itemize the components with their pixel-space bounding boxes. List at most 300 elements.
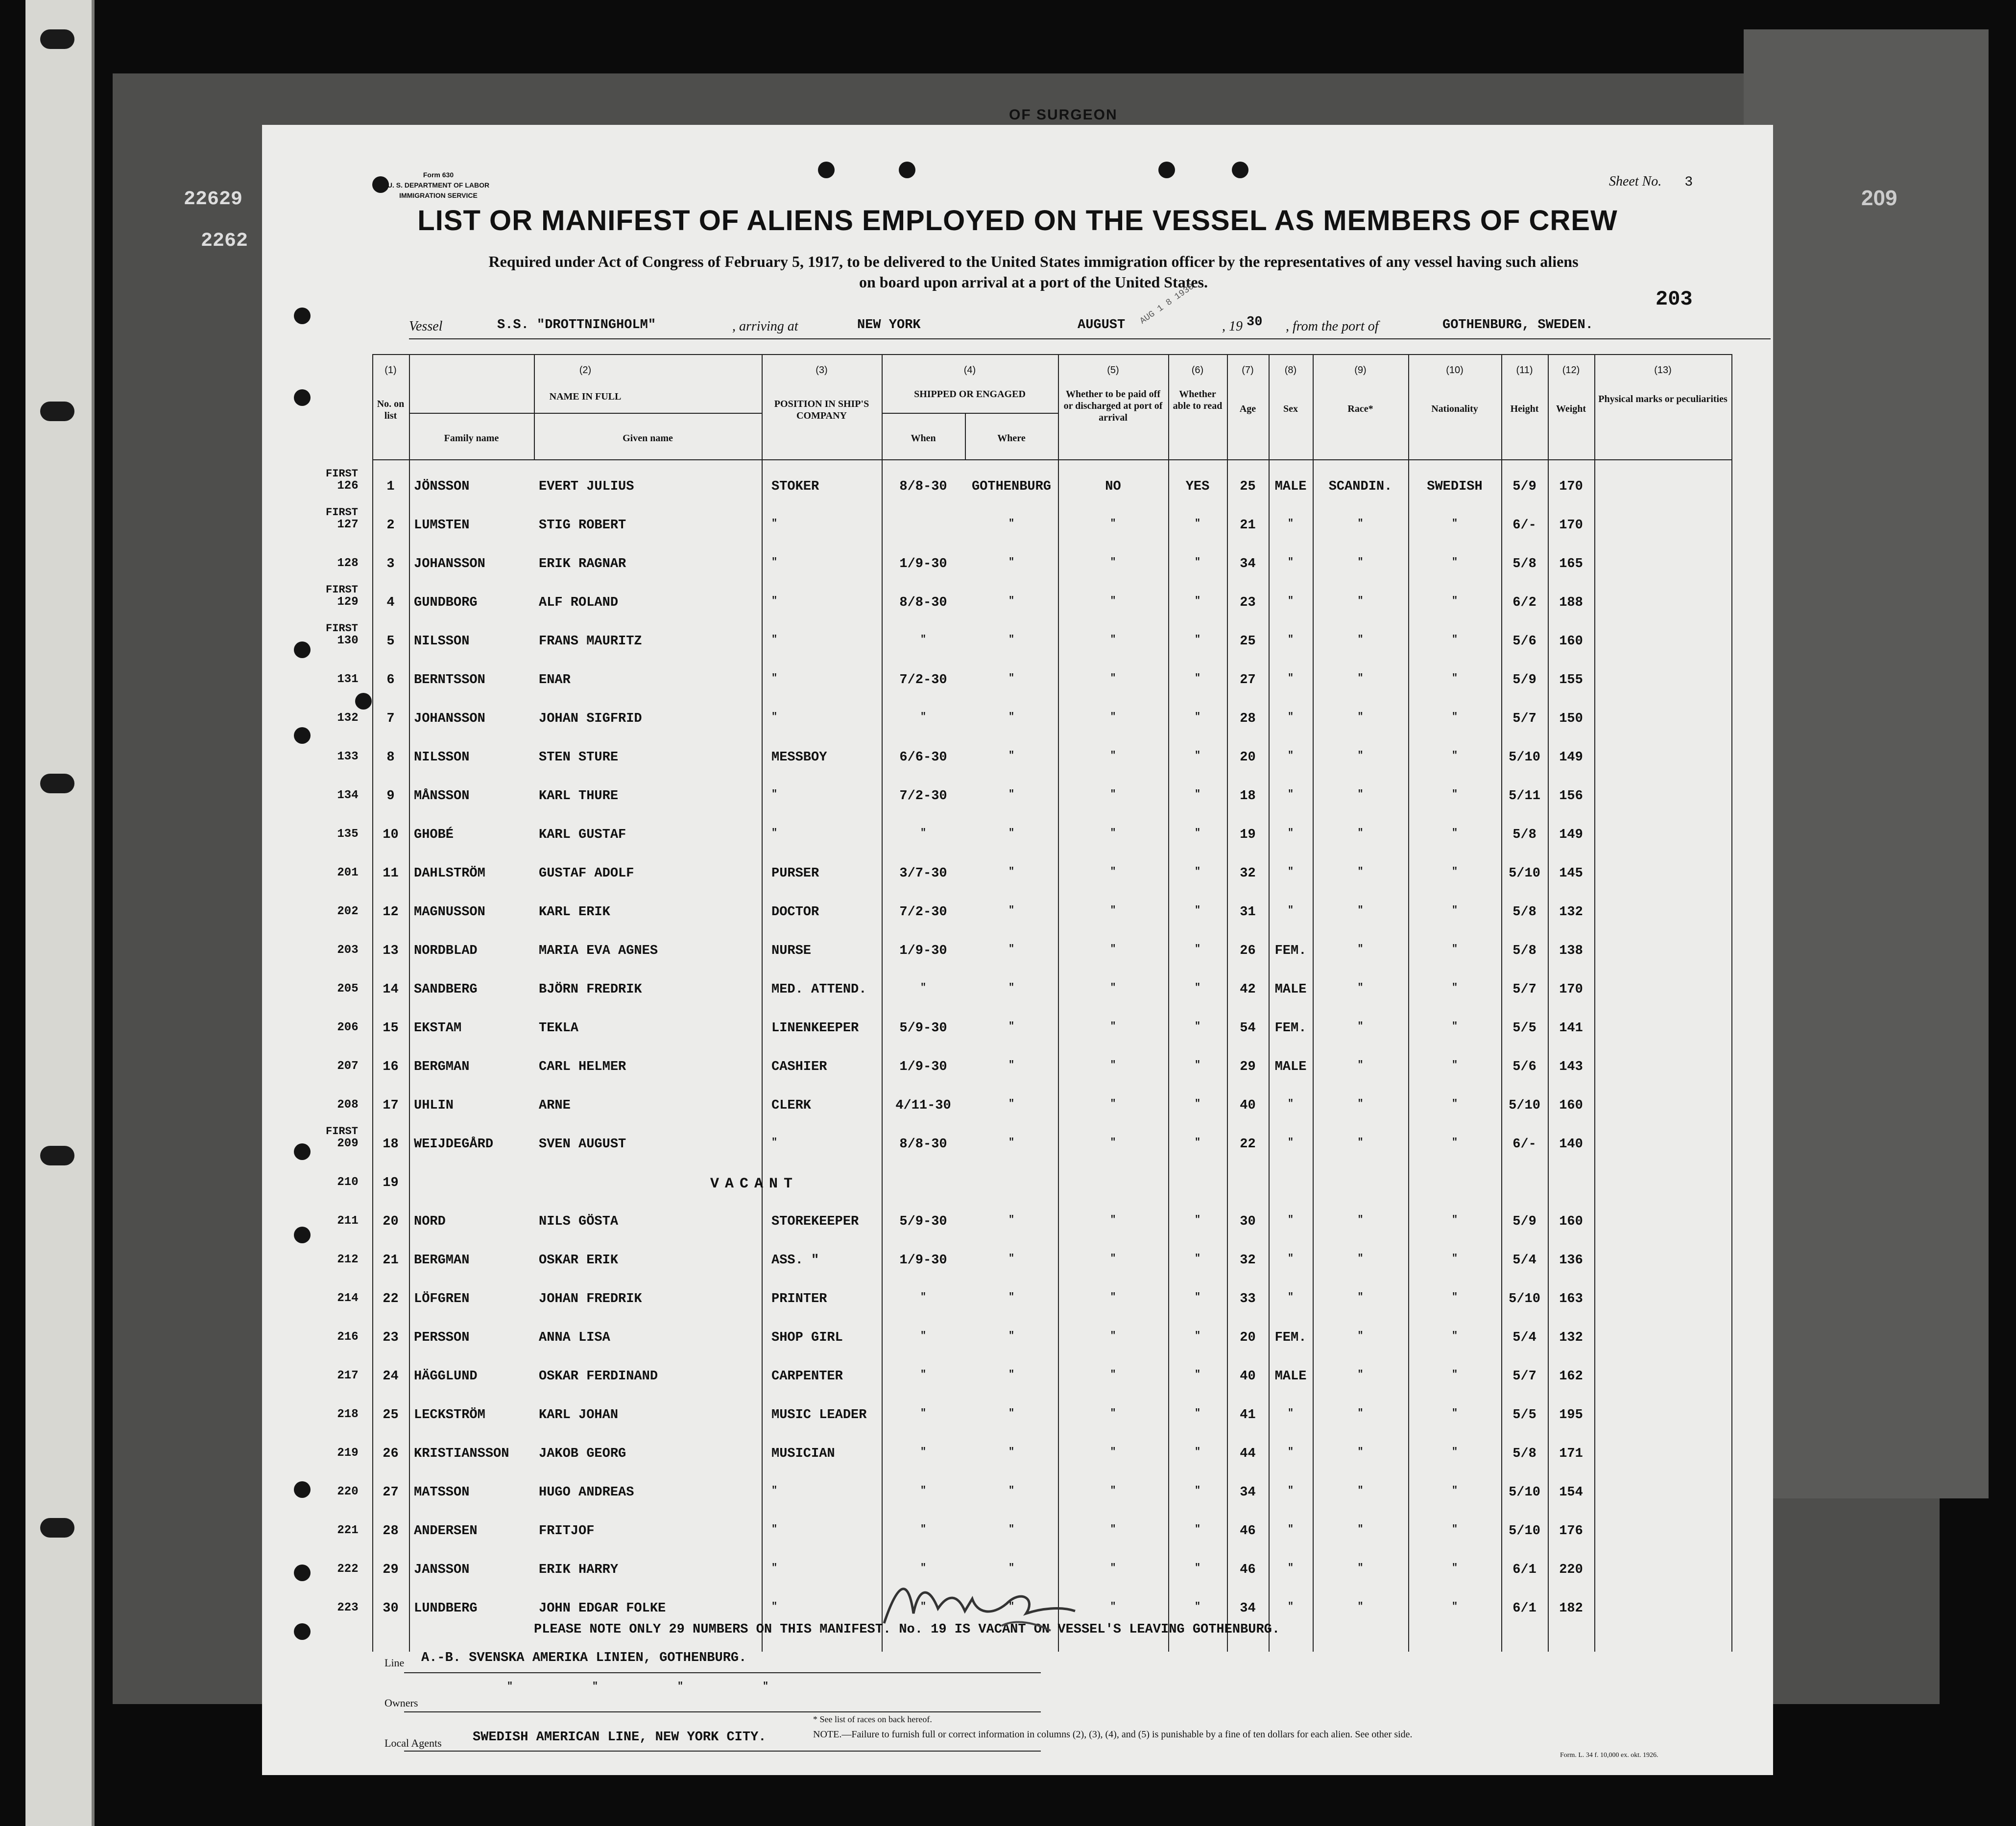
cell-paid: " <box>1110 1369 1116 1380</box>
row-ref-number: 202 <box>337 905 359 918</box>
cell-read: " <box>1194 982 1200 994</box>
cell-age: 32 <box>1240 866 1256 881</box>
cell-family: GUNDBORG <box>414 595 478 610</box>
cell-weight: 143 <box>1559 1060 1583 1074</box>
cell-no: 4 <box>386 595 395 610</box>
cell-age: 40 <box>1240 1098 1256 1113</box>
cell-age: 25 <box>1240 634 1256 649</box>
cell-when: " <box>920 1292 926 1303</box>
cell-nationality: " <box>1451 1485 1458 1496</box>
cell-read: " <box>1194 1253 1200 1264</box>
first-class-mark: FIRST <box>326 1125 359 1138</box>
cell-position: " <box>771 557 778 568</box>
cell-age: 46 <box>1240 1524 1256 1539</box>
cell-position: " <box>771 789 778 800</box>
cell-where: " <box>1008 789 1014 800</box>
cell-paid: " <box>1110 905 1116 916</box>
cell-position: MESSBOY <box>771 750 827 765</box>
cell-age: 30 <box>1240 1214 1256 1229</box>
cell-read: " <box>1194 1214 1200 1226</box>
cell-sex: MALE <box>1274 1060 1307 1074</box>
cell-when: 8/8-30 <box>899 1137 947 1152</box>
cell-when: " <box>920 1601 926 1613</box>
cell-read: " <box>1194 1060 1200 1071</box>
punch-hole <box>355 693 372 710</box>
cell-where: " <box>1008 1447 1014 1458</box>
cell-read: " <box>1194 518 1200 529</box>
cell-sex: " <box>1287 1563 1294 1574</box>
cell-given: STEN STURE <box>539 750 619 765</box>
column-number: (12) <box>1562 365 1580 376</box>
document-subtitle <box>384 251 1682 292</box>
column-number: (4) <box>963 365 976 376</box>
cell-when: " <box>920 982 926 994</box>
cell-race: " <box>1357 1098 1364 1110</box>
cell-paid: " <box>1110 982 1116 994</box>
cell-family: BERGMAN <box>414 1060 470 1074</box>
binder-hole <box>40 29 74 49</box>
cell-height: 5/8 <box>1512 557 1536 571</box>
cell-height: 5/5 <box>1512 1021 1536 1036</box>
form-number: Form 630 <box>423 171 454 179</box>
cell-weight: 162 <box>1559 1369 1583 1384</box>
cell-position: " <box>771 1563 778 1574</box>
cell-no: 12 <box>383 905 399 920</box>
table-row <box>337 930 1773 969</box>
row-ref-number: 217 <box>337 1369 359 1382</box>
cell-age: 18 <box>1240 789 1256 804</box>
cell-age: 28 <box>1240 711 1256 726</box>
cell-height: 5/10 <box>1509 1524 1540 1539</box>
punch-hole <box>294 1481 311 1498</box>
cell-height: 5/8 <box>1512 828 1536 842</box>
cell-family: GHOBÉ <box>414 828 454 842</box>
cell-weight: 165 <box>1559 557 1583 571</box>
table-row <box>337 1394 1773 1433</box>
cell-position: " <box>771 1601 778 1613</box>
cell-race: " <box>1357 905 1364 916</box>
cell-height: 5/9 <box>1512 1214 1536 1229</box>
row-ref-number: 126 <box>337 479 359 493</box>
cell-race: " <box>1357 866 1364 877</box>
cell-given: ERIK RAGNAR <box>539 557 626 571</box>
cell-no: 30 <box>383 1601 399 1616</box>
table-row <box>337 1433 1773 1471</box>
cell-height: 5/7 <box>1512 982 1536 997</box>
cell-position: " <box>771 1137 778 1148</box>
cell-given: GUSTAF ADOLF <box>539 866 634 881</box>
cell-family: NORD <box>414 1214 446 1229</box>
cell-sex: " <box>1287 1601 1294 1613</box>
line-value: A.-B. SVENSKA AMERIKA LINIEN, GOTHENBURG. <box>421 1651 747 1665</box>
cell-height: 5/9 <box>1512 479 1536 494</box>
cell-paid: " <box>1110 1601 1116 1613</box>
cell-no: 7 <box>386 711 395 726</box>
cell-weight: 160 <box>1559 1098 1583 1113</box>
cell-height: 5/8 <box>1512 944 1536 958</box>
cell-nationality: " <box>1451 1253 1458 1264</box>
punch-hole <box>818 162 835 178</box>
table-row <box>337 1355 1773 1394</box>
cell-paid: " <box>1110 1137 1116 1148</box>
cell-given: OSKAR FERDINAND <box>539 1369 658 1384</box>
header-family-name: Family name <box>444 433 499 444</box>
cell-where: " <box>1008 673 1014 684</box>
cell-race: " <box>1357 1060 1364 1071</box>
header-able-to-read: Whether able to read <box>1173 389 1223 411</box>
table-row <box>337 1239 1773 1278</box>
table-row <box>337 1510 1773 1549</box>
table-row <box>337 1278 1773 1317</box>
cell-height: 5/10 <box>1509 1485 1540 1500</box>
subtitle-line: Required under Act of Congress of February 5, 1917, to be delivered to the United States immigration officer by the representatives of any vessel having such aliens <box>488 253 1579 270</box>
column-number: (9) <box>1354 365 1367 376</box>
table-row <box>337 543 1773 582</box>
sheet-number <box>1609 174 1693 190</box>
table-row <box>337 1201 1773 1239</box>
cell-position: SHOP GIRL <box>771 1330 843 1345</box>
cell-no: 2 <box>386 518 395 533</box>
cell-no: 25 <box>383 1408 399 1423</box>
cell-race: " <box>1357 1563 1364 1574</box>
cell-no: 29 <box>383 1563 399 1577</box>
column-number: (13) <box>1654 365 1672 376</box>
punch-hole <box>899 162 915 178</box>
cell-paid: " <box>1110 944 1116 955</box>
cell-when: " <box>920 1524 926 1535</box>
cell-nationality: " <box>1451 1214 1458 1226</box>
month-value: AUGUST <box>1078 318 1126 332</box>
header-sex: Sex <box>1283 403 1298 414</box>
cell-read: " <box>1194 1098 1200 1110</box>
cell-read: " <box>1194 750 1200 761</box>
cell-no: 27 <box>383 1485 399 1500</box>
form-reference <box>375 170 502 201</box>
cell-family: PERSSON <box>414 1330 470 1345</box>
cell-height: 5/10 <box>1509 866 1540 881</box>
cell-weight: 176 <box>1559 1524 1583 1539</box>
cell-height: 5/9 <box>1512 673 1536 688</box>
row-ref-number: 131 <box>337 673 359 686</box>
cell-no: 26 <box>383 1447 399 1461</box>
cell-no: 9 <box>386 789 395 804</box>
cell-sex: " <box>1287 1253 1294 1264</box>
punch-hole <box>294 1623 311 1640</box>
cell-sex: " <box>1287 1292 1294 1303</box>
header-age: Age <box>1239 403 1256 414</box>
cell-family: UHLIN <box>414 1098 454 1113</box>
cell-position: CASHIER <box>771 1060 827 1074</box>
cell-paid: " <box>1110 1021 1116 1032</box>
cell-race: " <box>1357 1447 1364 1458</box>
cell-position: CLERK <box>771 1098 812 1113</box>
cell-where: " <box>1008 1330 1014 1342</box>
cell-paid: " <box>1110 1060 1116 1071</box>
cell-family: SANDBERG <box>414 982 478 997</box>
row-ref-number: 222 <box>337 1563 359 1576</box>
cell-no: 21 <box>383 1253 399 1268</box>
cell-position: PRINTER <box>771 1292 827 1306</box>
cell-weight: 195 <box>1559 1408 1583 1423</box>
cell-race: " <box>1357 944 1364 955</box>
cell-read: " <box>1194 905 1200 916</box>
cell-nationality: " <box>1451 673 1458 684</box>
cell-no: 22 <box>383 1292 399 1306</box>
cell-read: " <box>1194 673 1200 684</box>
cell-family: JÖNSSON <box>414 479 470 494</box>
row-ref-number: 219 <box>337 1447 359 1460</box>
cell-nationality: " <box>1451 1060 1458 1071</box>
cell-family: NILSSON <box>414 634 470 649</box>
cell-nationality: " <box>1451 1563 1458 1574</box>
row-ref-number: 208 <box>337 1098 359 1112</box>
owners-label: Owners <box>384 1697 418 1709</box>
first-class-mark: FIRST <box>326 584 359 596</box>
cell-read: " <box>1194 1137 1200 1148</box>
cell-age: 42 <box>1240 982 1256 997</box>
cell-when: " <box>920 711 926 723</box>
cell-when: " <box>920 1563 926 1574</box>
cell-paid: " <box>1110 557 1116 568</box>
cell-position: MED. ATTEND. <box>771 982 867 997</box>
cell-where: " <box>1008 1098 1014 1110</box>
cell-position: " <box>771 1485 778 1496</box>
cell-weight: 150 <box>1559 711 1583 726</box>
cell-weight: 155 <box>1559 673 1583 688</box>
cell-given: MARIA EVA AGNES <box>539 944 658 958</box>
cell-read: " <box>1194 711 1200 723</box>
footnote-races: * See list of races on back hereof. <box>813 1714 932 1724</box>
cell-race: " <box>1357 1330 1364 1342</box>
cell-age: 21 <box>1240 518 1256 533</box>
footer-rule <box>404 1672 1041 1673</box>
first-class-mark: FIRST <box>326 468 359 480</box>
cell-paid: " <box>1110 1485 1116 1496</box>
cell-given: ALF ROLAND <box>539 595 619 610</box>
cell-when: 7/2-30 <box>899 789 947 804</box>
cell-given: KARL JOHAN <box>539 1408 619 1423</box>
header-physical-marks: Physical marks or peculiarities <box>1598 394 1728 404</box>
cell-family: EKSTAM <box>414 1021 462 1036</box>
cell-when: 5/9-30 <box>899 1214 947 1229</box>
cell-position: " <box>771 595 778 607</box>
cell-weight: 170 <box>1559 982 1583 997</box>
header-race: Race* <box>1347 403 1373 414</box>
cell-age: 26 <box>1240 944 1256 958</box>
cell-when: " <box>920 1447 926 1458</box>
row-ref-number: 128 <box>337 557 359 570</box>
header-where: Where <box>997 433 1026 444</box>
punch-hole <box>294 1227 311 1243</box>
sheet-value: 3 <box>1684 175 1693 190</box>
cell-where: " <box>1008 1563 1014 1574</box>
row-ref-number: 135 <box>337 828 359 841</box>
column-number: (7) <box>1242 365 1254 376</box>
cell-no: 15 <box>383 1021 399 1036</box>
cell-age: 19 <box>1240 828 1256 842</box>
cell-race: " <box>1357 1524 1364 1535</box>
owners-value: " " " " <box>507 1681 769 1692</box>
cell-race: " <box>1357 1253 1364 1264</box>
cell-height: 6/- <box>1512 518 1536 533</box>
cell-where: " <box>1008 1601 1014 1613</box>
cell-sex: MALE <box>1274 479 1307 494</box>
cell-sex: FEM. <box>1274 944 1307 958</box>
signature-mark <box>879 1569 1085 1638</box>
cell-read: " <box>1194 1447 1200 1458</box>
cell-where: " <box>1008 1408 1014 1419</box>
table-row <box>337 1007 1773 1046</box>
cell-no: 6 <box>386 673 395 688</box>
cell-when: " <box>920 1485 926 1496</box>
cell-paid: " <box>1110 1253 1116 1264</box>
cell-race: " <box>1357 1408 1364 1419</box>
cell-read: " <box>1194 1524 1200 1535</box>
cell-when: 8/8-30 <box>899 479 947 494</box>
cell-age: 46 <box>1240 1563 1256 1577</box>
cell-no: 3 <box>386 557 395 571</box>
cell-given: JOHAN SIGFRID <box>539 711 642 726</box>
cell-height: 5/10 <box>1509 750 1540 765</box>
cell-sex: " <box>1287 1408 1294 1419</box>
cell-race: " <box>1357 1601 1364 1613</box>
cell-sex: " <box>1287 634 1294 645</box>
manifest-document <box>262 125 1773 1775</box>
cell-family: ANDERSEN <box>414 1524 478 1539</box>
cell-paid: NO <box>1105 479 1121 494</box>
cell-weight: 163 <box>1559 1292 1583 1306</box>
cell-no: 13 <box>383 944 399 958</box>
cell-given: TEKLA <box>539 1021 579 1036</box>
cell-nationality: " <box>1451 1408 1458 1419</box>
cell-height: 5/7 <box>1512 1369 1536 1384</box>
cell-nationality: " <box>1451 866 1458 877</box>
cell-weight: 140 <box>1559 1137 1583 1152</box>
cell-nationality: " <box>1451 828 1458 839</box>
table-row <box>326 620 1773 659</box>
column-number: (2) <box>579 365 592 376</box>
cell-where: " <box>1008 711 1014 723</box>
cell-height: 6/2 <box>1512 595 1536 610</box>
cell-when: 4/11-30 <box>895 1098 951 1113</box>
cell-family: BERNTSSON <box>414 673 485 688</box>
year-value: 30 <box>1247 315 1263 330</box>
punch-hole <box>294 641 311 658</box>
cell-given: STIG ROBERT <box>539 518 626 533</box>
cell-nationality: " <box>1451 634 1458 645</box>
cell-nationality: " <box>1451 789 1458 800</box>
column-number: (5) <box>1107 365 1119 376</box>
cell-nationality: " <box>1451 595 1458 607</box>
cell-race: " <box>1357 1021 1364 1032</box>
cell-given: FRANS MAURITZ <box>539 634 642 649</box>
cell-paid: " <box>1110 828 1116 839</box>
vessel-label: Vessel <box>409 319 443 334</box>
header-rule <box>372 459 1731 460</box>
footer-rule <box>404 1751 1041 1752</box>
cell-weight: 182 <box>1559 1601 1583 1616</box>
document-title: LIST OR MANIFEST OF ALIENS EMPLOYED ON THE VESSEL AS MEMBERS OF CREW <box>417 205 1618 237</box>
row-ref-number: 214 <box>337 1292 359 1305</box>
cell-given: SVEN AUGUST <box>539 1137 626 1152</box>
cell-sex: " <box>1287 866 1294 877</box>
cell-read: " <box>1194 866 1200 877</box>
cell-given: OSKAR ERIK <box>539 1253 619 1268</box>
cell-nationality: " <box>1451 944 1458 955</box>
cell-nationality: " <box>1451 518 1458 529</box>
cell-family: WEIJDEGÅRD <box>414 1137 494 1152</box>
header-rule <box>882 413 1058 414</box>
cell-paid: " <box>1110 866 1116 877</box>
cell-paid: " <box>1110 1330 1116 1342</box>
year-label: , 19 <box>1222 319 1243 334</box>
cell-race: " <box>1357 1485 1364 1496</box>
row-ref-number: 132 <box>337 711 359 725</box>
cell-race: SCANDIN. <box>1328 479 1392 494</box>
cell-where: " <box>1008 1292 1014 1303</box>
cell-given: EVERT JULIUS <box>539 479 634 494</box>
cell-when: 1/9-30 <box>899 944 947 958</box>
cell-read: " <box>1194 828 1200 839</box>
cell-weight: 160 <box>1559 1214 1583 1229</box>
cell-race: " <box>1357 518 1364 529</box>
cell-family: LUMSTEN <box>414 518 470 533</box>
cell-position: ASS. " <box>771 1253 819 1268</box>
cell-age: 32 <box>1240 1253 1256 1268</box>
cell-no: 1 <box>386 479 395 494</box>
cell-when: 3/7-30 <box>899 866 947 881</box>
cell-given: JOHAN FREDRIK <box>539 1292 642 1306</box>
cell-age: 31 <box>1240 905 1256 920</box>
cell-given: KARL GUSTAF <box>539 828 626 842</box>
cell-position: " <box>771 634 778 645</box>
punch-hole <box>294 1565 311 1581</box>
column-number: (11) <box>1516 365 1533 376</box>
cell-height: 5/10 <box>1509 1292 1540 1306</box>
header-weight: Weight <box>1556 403 1586 414</box>
cell-sex: " <box>1287 1098 1294 1110</box>
row-ref-number: 212 <box>337 1253 359 1266</box>
cell-weight: 149 <box>1559 750 1583 765</box>
table-row <box>337 891 1773 930</box>
cell-where: " <box>1008 1369 1014 1380</box>
cell-given: NILS GÖSTA <box>539 1214 619 1229</box>
cell-age: 20 <box>1240 1330 1256 1345</box>
table-row <box>337 1085 1773 1123</box>
cell-read: " <box>1194 595 1200 607</box>
cell-nationality: " <box>1451 1601 1458 1613</box>
line-label: Line <box>384 1657 405 1669</box>
cell-family: MAGNUSSON <box>414 905 485 920</box>
cell-sex: " <box>1287 1447 1294 1458</box>
cell-nationality: " <box>1451 1021 1458 1032</box>
cell-position: NURSE <box>771 944 812 958</box>
table-row <box>337 775 1773 814</box>
column-number: (6) <box>1191 365 1204 376</box>
cell-nationality: " <box>1451 1524 1458 1535</box>
cell-given: KARL THURE <box>539 789 619 804</box>
cell-age: 29 <box>1240 1060 1256 1074</box>
cell-where: " <box>1008 634 1014 645</box>
cell-race: " <box>1357 673 1364 684</box>
cell-race: " <box>1357 634 1364 645</box>
cell-weight: 149 <box>1559 828 1583 842</box>
cell-when: 1/9-30 <box>899 1060 947 1074</box>
cell-sex: " <box>1287 557 1294 568</box>
cell-read: " <box>1194 789 1200 800</box>
table-row <box>337 659 1773 698</box>
cell-read: " <box>1194 1485 1200 1496</box>
